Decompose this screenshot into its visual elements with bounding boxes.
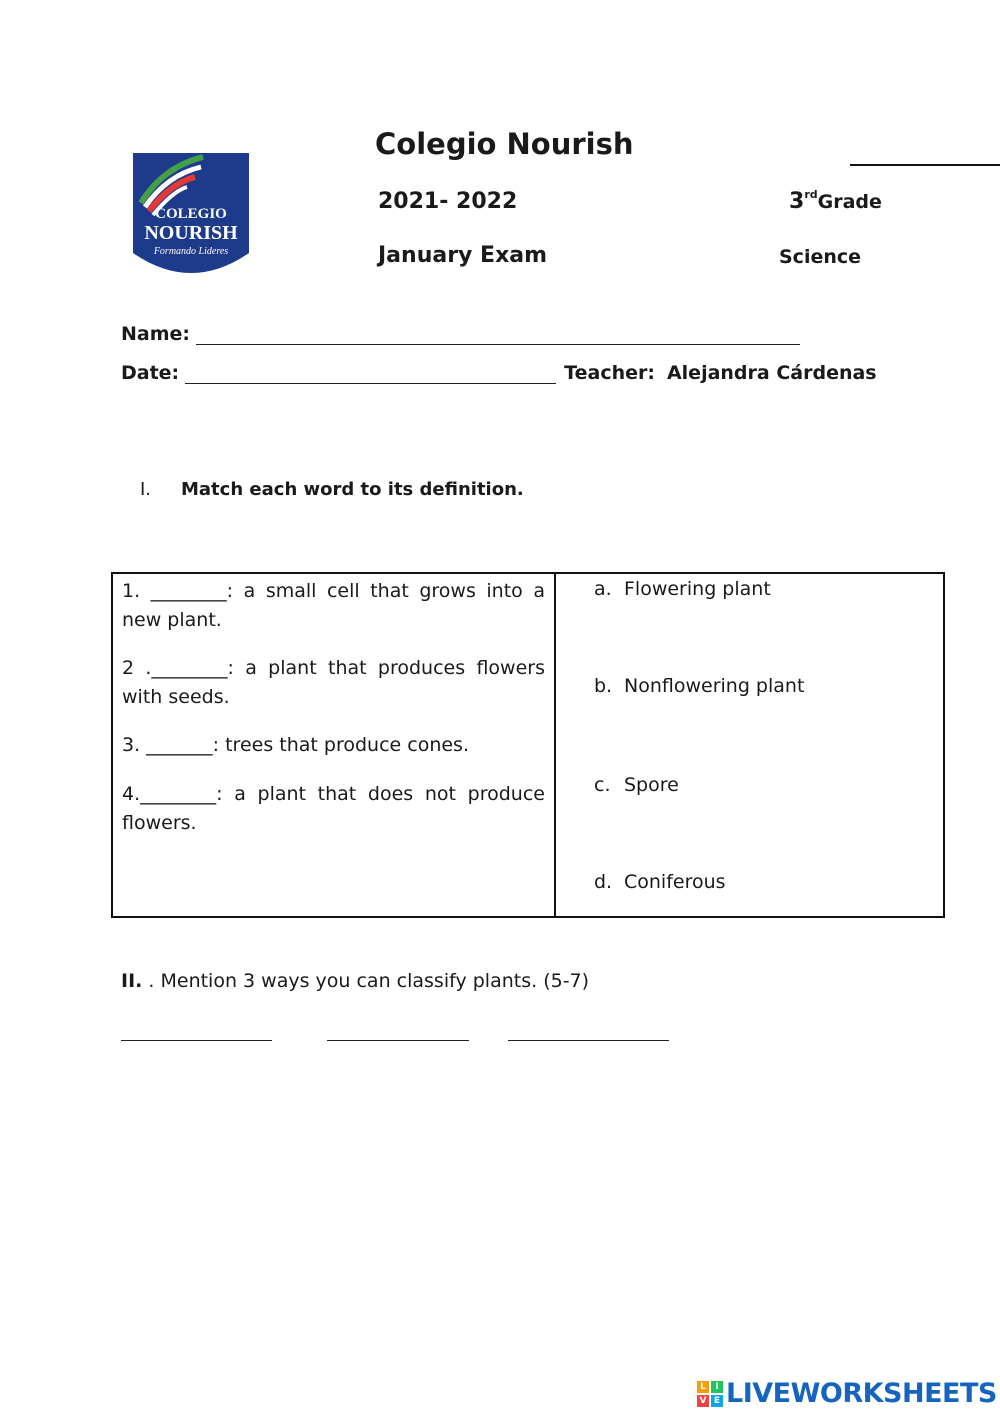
logo-tagline: Formando Lideres bbox=[153, 246, 229, 257]
option-text: Nonflowering plant bbox=[624, 675, 805, 697]
definition-item[interactable]: 4.________: a plant that does not produce flowers. bbox=[122, 783, 545, 834]
option-item[interactable] bbox=[594, 871, 726, 893]
option-letter: d. bbox=[594, 871, 613, 893]
school-logo-graphic bbox=[133, 153, 249, 279]
option-item[interactable] bbox=[594, 774, 679, 796]
option-text: Coniferous bbox=[624, 871, 726, 893]
option-item[interactable] bbox=[594, 578, 771, 600]
definition-item[interactable]: 3. _______: trees that produce cones. bbox=[122, 734, 469, 756]
definition-item[interactable]: 2 .________: a plant that produces flowers with seeds. bbox=[122, 657, 545, 708]
date-label: Date: bbox=[121, 362, 180, 384]
section-2-number: II. bbox=[121, 970, 143, 992]
teacher-name: Alejandra Cárdenas bbox=[666, 362, 877, 384]
grade-label bbox=[789, 189, 882, 214]
name-field[interactable] bbox=[196, 326, 800, 345]
option-item[interactable] bbox=[594, 675, 804, 697]
name-label: Name: bbox=[121, 323, 191, 345]
mark-letter: V bbox=[697, 1395, 709, 1407]
answer-line-2[interactable] bbox=[327, 1040, 469, 1041]
logo-line1: COLEGIO bbox=[155, 206, 227, 222]
mark-letter: L bbox=[697, 1381, 709, 1393]
date-field[interactable] bbox=[185, 365, 556, 384]
answer-line-3[interactable] bbox=[508, 1040, 669, 1041]
subject-label: Science bbox=[779, 246, 862, 268]
mark-letter: E bbox=[711, 1395, 723, 1407]
matching-table bbox=[111, 572, 945, 918]
definitions-column bbox=[113, 574, 556, 916]
option-letter: c. bbox=[594, 774, 611, 796]
date-row bbox=[121, 362, 877, 384]
grade-word: Grade bbox=[817, 191, 882, 213]
school-logo bbox=[133, 153, 249, 279]
option-letter: a. bbox=[594, 578, 612, 600]
option-letter: b. bbox=[594, 675, 613, 697]
section-1-instruction: Match each word to its definition. bbox=[181, 479, 524, 500]
liveworksheets-logo-icon bbox=[697, 1381, 723, 1407]
mark-letter: I bbox=[711, 1381, 723, 1393]
section-1-heading bbox=[140, 479, 524, 500]
grade-suffix: rd bbox=[804, 187, 818, 201]
teacher-label: Teacher: bbox=[564, 362, 655, 384]
grade-number: 3 bbox=[789, 189, 805, 214]
option-text: Flowering plant bbox=[624, 578, 771, 600]
definition-item[interactable]: 1. ________: a small cell that grows into a new plant. bbox=[122, 580, 545, 631]
liveworksheets-wordmark: LIVEWORKSHEETS bbox=[726, 1378, 997, 1409]
logo-line2: NOURISH bbox=[144, 222, 238, 244]
school-title: Colegio Nourish bbox=[375, 127, 634, 161]
section-2-heading bbox=[121, 970, 589, 992]
answer-line-1[interactable] bbox=[121, 1040, 272, 1041]
option-text: Spore bbox=[624, 774, 679, 796]
exam-title: January Exam bbox=[378, 243, 548, 268]
name-row bbox=[121, 323, 800, 345]
top-right-blank-line[interactable] bbox=[850, 164, 1000, 166]
section-1-number: I. bbox=[140, 479, 152, 500]
liveworksheets-brand bbox=[697, 1378, 997, 1409]
school-year: 2021- 2022 bbox=[378, 189, 518, 214]
options-column bbox=[556, 574, 943, 916]
section-2-instruction: . Mention 3 ways you can classify plants. (5-7) bbox=[148, 970, 590, 992]
